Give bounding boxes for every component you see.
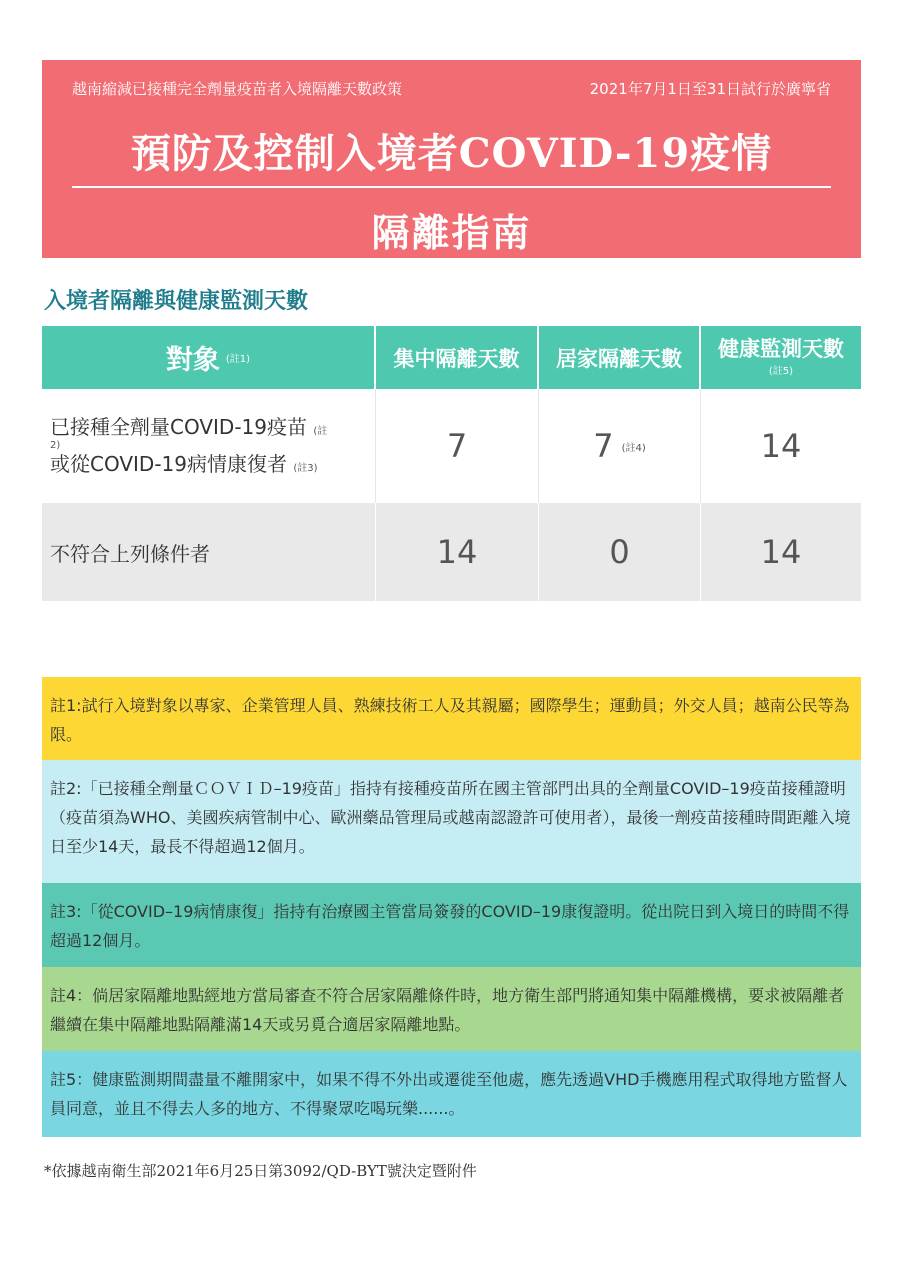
row1-line1: 已接種全劑量COVID-19疫苗: [50, 414, 308, 439]
row1-central-value: 7: [446, 427, 468, 465]
header-health: [701, 326, 861, 389]
header-health-label: 健康監測天數: [718, 337, 844, 362]
row1-line2-note: (註3): [293, 463, 318, 475]
row1-home-value: 7: [593, 427, 614, 465]
note-4: 註4：倘居家隔離地點經地方當局審查不符合居家隔離條件時，地方衛生部門將通知集中隔離機構，要求被隔離者繼續在集中隔離地點隔離滿14天或另覓合適居家隔離地點。: [42, 967, 861, 1051]
source-footnote: *依據越南衛生部2021年6月25日第3092/QD-BYT號決定暨附件: [44, 1162, 477, 1180]
header-home-label: 居家隔離天數: [556, 346, 682, 371]
header-target: [42, 326, 376, 389]
header-target-label: 對象: [165, 345, 220, 376]
row1-home-note: (註4): [621, 442, 646, 454]
note-1: 註1:試行入境對象以專家、企業管理人員、熟練技術工人及其親屬；國際學生；運動員；外交人員；越南公民等為限。: [42, 677, 861, 760]
notes-section: [42, 677, 861, 1137]
row2-central-value: 14: [436, 533, 478, 571]
header-central: [376, 326, 539, 389]
banner-top-line: [72, 78, 831, 99]
header-central-label: 集中隔離天數: [393, 346, 520, 371]
row1-health-value: 14: [760, 427, 802, 465]
page-title: 預防及控制入境者COVID-19疫情: [130, 130, 773, 177]
trial-period-text: 2021年7月1日至31日試行於廣寧省: [589, 80, 831, 98]
row1-target: [42, 389, 376, 503]
note-2: 註2:「已接種全劑量ＣＯＶＩＤ–19疫苗」指持有接種疫苗所在國主管部門出具的全劑量COVID–19疫苗接種證明（疫苗須為WHO、美國疾病管制中心、歐洲藥品管理局或越南認證許可使用者），最後一劑疫苗接種時間距離入境日至少14天，最長不得超過12個月。: [42, 760, 861, 883]
table-row: [42, 503, 861, 601]
row1-line1-note-cont: 2): [50, 439, 61, 451]
row1-health: [701, 389, 861, 503]
page-subtitle: 隔離指南: [371, 210, 532, 255]
note-5: 註5：健康監測期間盡量不離開家中，如果不得不外出或遷徙至他處，應先透過VHD手機應用程式取得地方監督人員同意，並且不得去人多的地方、不得聚眾吃喝玩樂......。: [42, 1051, 861, 1137]
table-row: [42, 389, 861, 503]
row2-label: 不符合上列條件者: [50, 541, 210, 566]
row2-home: [539, 503, 701, 601]
row2-health: [701, 503, 861, 601]
row1-line1-note: (註: [313, 425, 328, 437]
policy-text: 越南縮減已接種完全劑量疫苗者入境隔離天數政策: [72, 80, 403, 98]
row1-home: [539, 389, 701, 503]
title-banner: [42, 60, 861, 258]
row2-target: [42, 503, 376, 601]
row2-home-value: 0: [609, 533, 630, 571]
section-heading: 入境者隔離與健康監測天數: [44, 288, 309, 314]
header-health-note: (註5): [768, 365, 794, 377]
row2-health-value: 14: [760, 533, 802, 571]
row2-central: [376, 503, 539, 601]
row1-line2: 或從COVID-19病情康復者: [50, 452, 288, 477]
table-header-row: [42, 326, 861, 389]
header-home: [539, 326, 701, 389]
banner-divider: [72, 186, 831, 188]
quarantine-table: [42, 326, 861, 601]
header-target-note: (註1): [225, 354, 251, 365]
row1-central: [376, 389, 539, 503]
note-3: 註3:「從COVID–19病情康復」指持有治療國主管當局簽發的COVID–19康復證明。從出院日到入境日的時間不得超過12個月。: [42, 883, 861, 967]
